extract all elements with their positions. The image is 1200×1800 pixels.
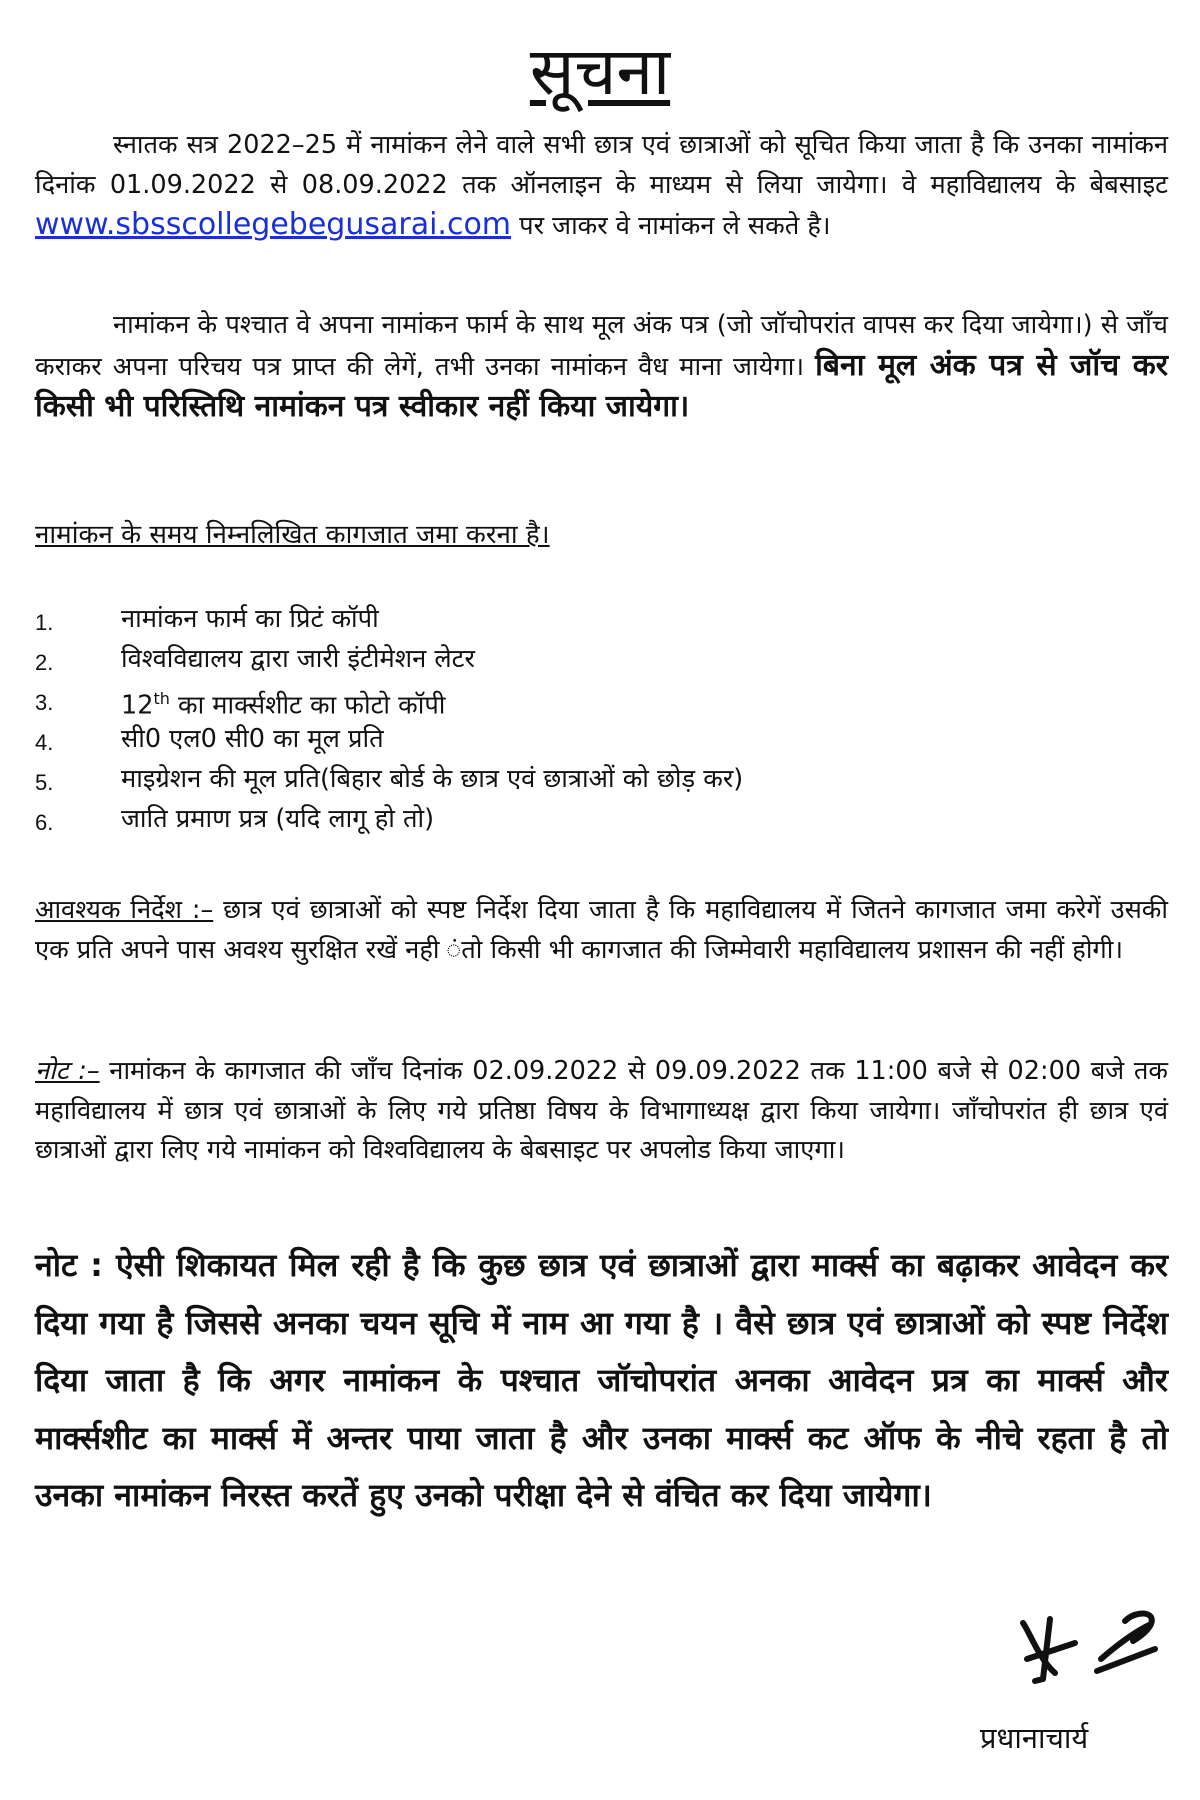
principal-signature: [1005, 1601, 1170, 1703]
note-label: नोट :–: [35, 1056, 100, 1086]
list-item-text: नामांकन फार्म का प्रिटं कॉपी: [121, 604, 379, 634]
notice-title: सूचना: [529, 33, 671, 110]
list-item-number: 6.: [35, 810, 54, 835]
announcement-text-end: पर जाकर वे नामांकन ले सकते है।: [511, 211, 831, 241]
instruction-paragraph: [35, 891, 1168, 970]
list-item: [35, 719, 1168, 759]
list-item-text: विश्वविद्यालय द्वारा जारी इंटीमेशन लेटर: [121, 644, 475, 674]
list-item-text: सी0 एल0 सी0 का मूल प्रति: [121, 724, 384, 754]
documents-list: [35, 599, 1168, 839]
admission-announcement: [35, 126, 1168, 247]
list-item-number: 1.: [35, 610, 54, 635]
list-item: [35, 679, 1168, 719]
instruction-label: आवश्यक निर्देश :–: [35, 895, 214, 925]
note-text: नामांकन के कागजात की जाँच दिनांक 02.09.2022 से 09.09.2022 तक 11:00 बजे से 02:00 बजे तक महाविद्यालय में छात्र एवं छात्राओं के लिए गये प्रतिष्ठा विषय के विभागाध्यक्ष द्वारा किया जायेगा। जाँचोपरांत ही छात्र एवं छात्राओं द्वारा लिए गये नामांकन को विश्वविद्यालय के बेबसाइट पर अपलोड किया जाएगा।: [35, 1056, 1168, 1165]
class-number: 12: [121, 690, 154, 721]
verification-note: [35, 1052, 1168, 1171]
list-item: [35, 599, 1168, 639]
list-item: [35, 639, 1168, 679]
list-item-number: 5.: [35, 770, 54, 795]
instruction-text: छात्र एवं छात्राओं को स्पष्ट निर्देश दिया जाता है कि महाविद्यालय में जितने कागजात जमा करेगें उसकी एक प्रति अपने पास अवश्य सुरक्षित रखें नही ंतो किसी भी कागजात की जिम्मेवारी महाविद्यालय प्रशासन की नहीं होगी।: [35, 895, 1168, 965]
announcement-text: स्नातक सत्र 2022–25 में नामांकन लेने वाले सभी छात्र एवं छात्राओं को सूचित किया जाता है कि उनका नामांकन दिनांक 01.09.2022 से 08.09.2022 तक ऑनलाइन के माध्यम से लिया जायेगा। वे महाविद्यालय के बेबसाइट: [35, 130, 1168, 200]
list-item: [35, 799, 1168, 839]
marks-warning-note: नोट : ऐसी शिकायत मिल रही है कि कुछ छात्र एवं छात्राओं द्वारा मार्क्स का बढ़ाकर आवेदन कर दिया गया है जिससे अनका चयन सूचि में नाम आ गया है । वैसे छात्र एवं छात्राओं को स्पष्ट निर्देश दिया जाता है कि अगर नामांकन के पश्चात जॉचोपरांत अनका आवेदन प्रत्र का मार्क्स और मार्क्सशीट का मार्क्स में अन्तर पाया जाता है और उनका मार्क्स कट ऑफ के नीचे रहता है तो उनका नामांकन निरस्त करतें हुए उनको परीक्षा देने से वंचित कर दिया जायेगा।: [35, 1246, 1168, 1514]
verification-paragraph: [35, 306, 1168, 429]
college-website-link[interactable]: www.sbsscollegebegusarai.com: [35, 207, 512, 242]
list-item: [35, 759, 1168, 799]
principal-designation: प्रधानाचार्य: [980, 1721, 1089, 1755]
list-item-number: 4.: [35, 730, 54, 755]
list-item-text: माइग्रेशन की मूल प्रति(बिहार बोर्ड के छात्र एवं छात्राओं को छोड़ कर): [121, 764, 744, 794]
documents-heading: नामांकन के समय निम्नलिखित कागजात जमा करना है।: [35, 520, 550, 550]
list-item-text: जाति प्रमाण प्रत्र (यदि लागू हो तो): [121, 804, 435, 834]
verification-warning: बिना मूल अंक पत्र से जॉच कर किसी भी परिस्तिथि नामांकन पत्र स्वीकार नहीं किया जायेगा।: [35, 347, 1169, 424]
list-item-number: 2.: [35, 650, 54, 675]
list-item-number: 3.: [35, 690, 54, 715]
list-item-text-rest: का मार्क्सशीट का फोटो कॉपी: [169, 690, 446, 721]
verification-text: नामांकन के पश्चात वे अपना नामांकन फार्म के साथ मूल अंक पत्र (जो जॉचोपरांत वापस कर दिया जायेगा।) से जाँच कराकर अपना परिचय पत्र प्राप्त की लेगें, तभी उनका नामांकन वैध माना जायेगा।: [35, 310, 1168, 382]
ordinal-suffix: th: [153, 689, 170, 708]
